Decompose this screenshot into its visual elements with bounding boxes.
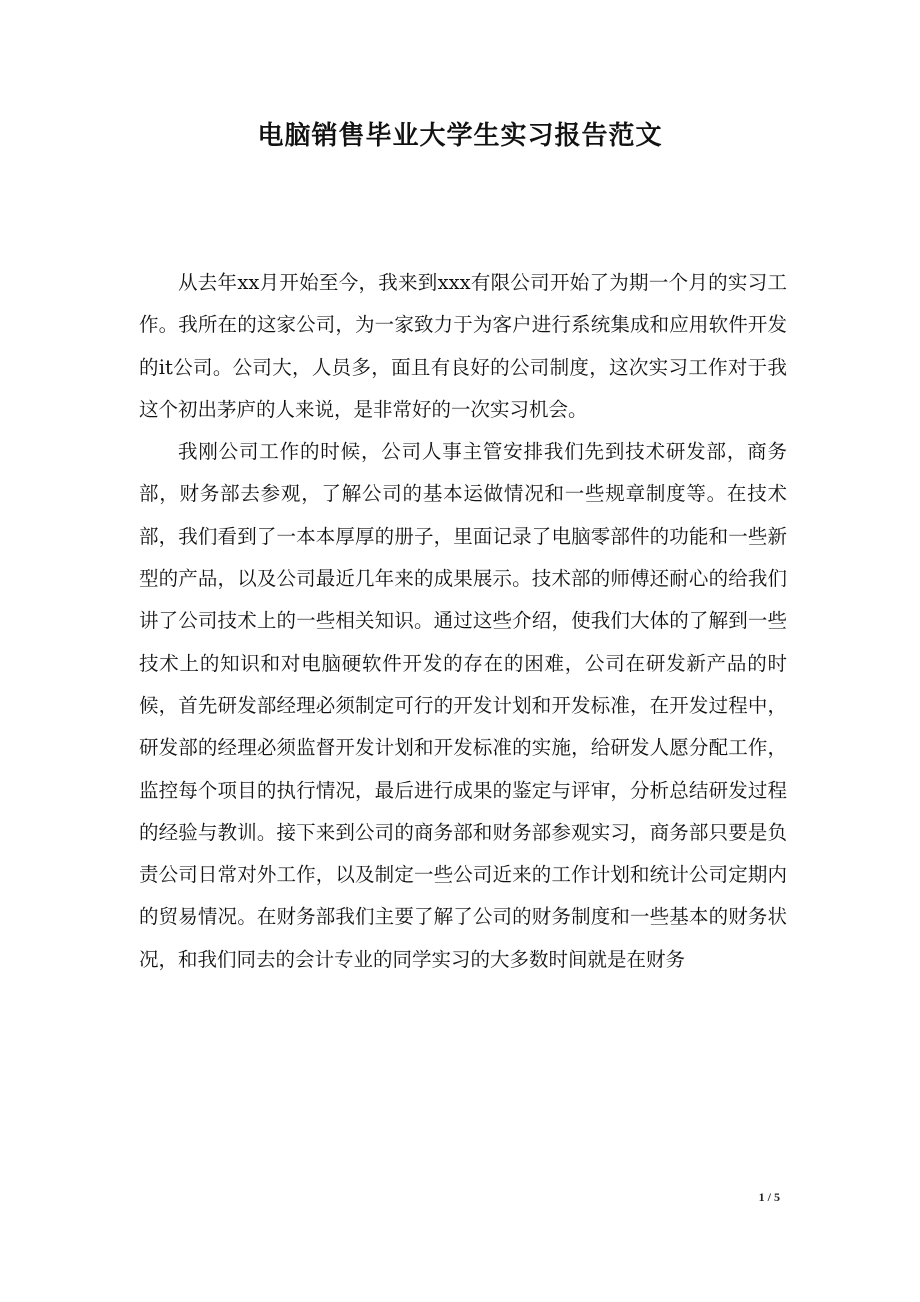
paragraph-2: 我刚公司工作的时候，公司人事主管安排我们先到技术研发部，商务部，财务部去参观，了解公司的基本运做情况和一些规章制度等。在技术部，我们看到了一本本厚厚的册子，里面记录了电脑零部件的功能和一些新型的产品，以及公司最近几年来的成果展示。技术部的师傅还耐心的给我们讲了公司技术上的一些相关知识。通过这些介绍，使我们大体的了解到一些技术上的知识和对电脑硬软件开发的存在的困难，公司在研发新产品的时候，首先研发部经理必须制定可行的开发计划和开发标准，在开发过程中，研发部的经理必须监督开发计划和开发标准的实施，给研发人愿分配工作，监控每个项目的执行情况，最后进行成果的鉴定与评审，分析总结研发过程的经验与教训。接下来到公司的商务部和财务部参观实习，商务部只要是负责公司日常对外工作，以及制定一些公司近来的工作计划和统计公司定期内的贸易情况。在财务部我们主要了解了公司的财务制度和一些基本的财务状况，和我们同去的会计专业的同学实习的大多数时间就是在财务 — [139, 440, 787, 971]
page-number: 1 / 5 — [758, 1190, 780, 1204]
paragraph-1: 从去年xx月开始至今，我来到xxx有限公司开始了为期一个月的实习工作。我所在的这家公司，为一家致力于为客户进行系统集成和应用软件开发的it公司。公司大，人员多，面且有良好的公司制度，这次实习工作对于我这个初出茅庐的人来说，是非常好的一次实习机会。 — [139, 271, 787, 421]
document-body — [139, 262, 787, 981]
document-title: 电脑销售毕业大学生实习报告范文 — [257, 121, 663, 151]
